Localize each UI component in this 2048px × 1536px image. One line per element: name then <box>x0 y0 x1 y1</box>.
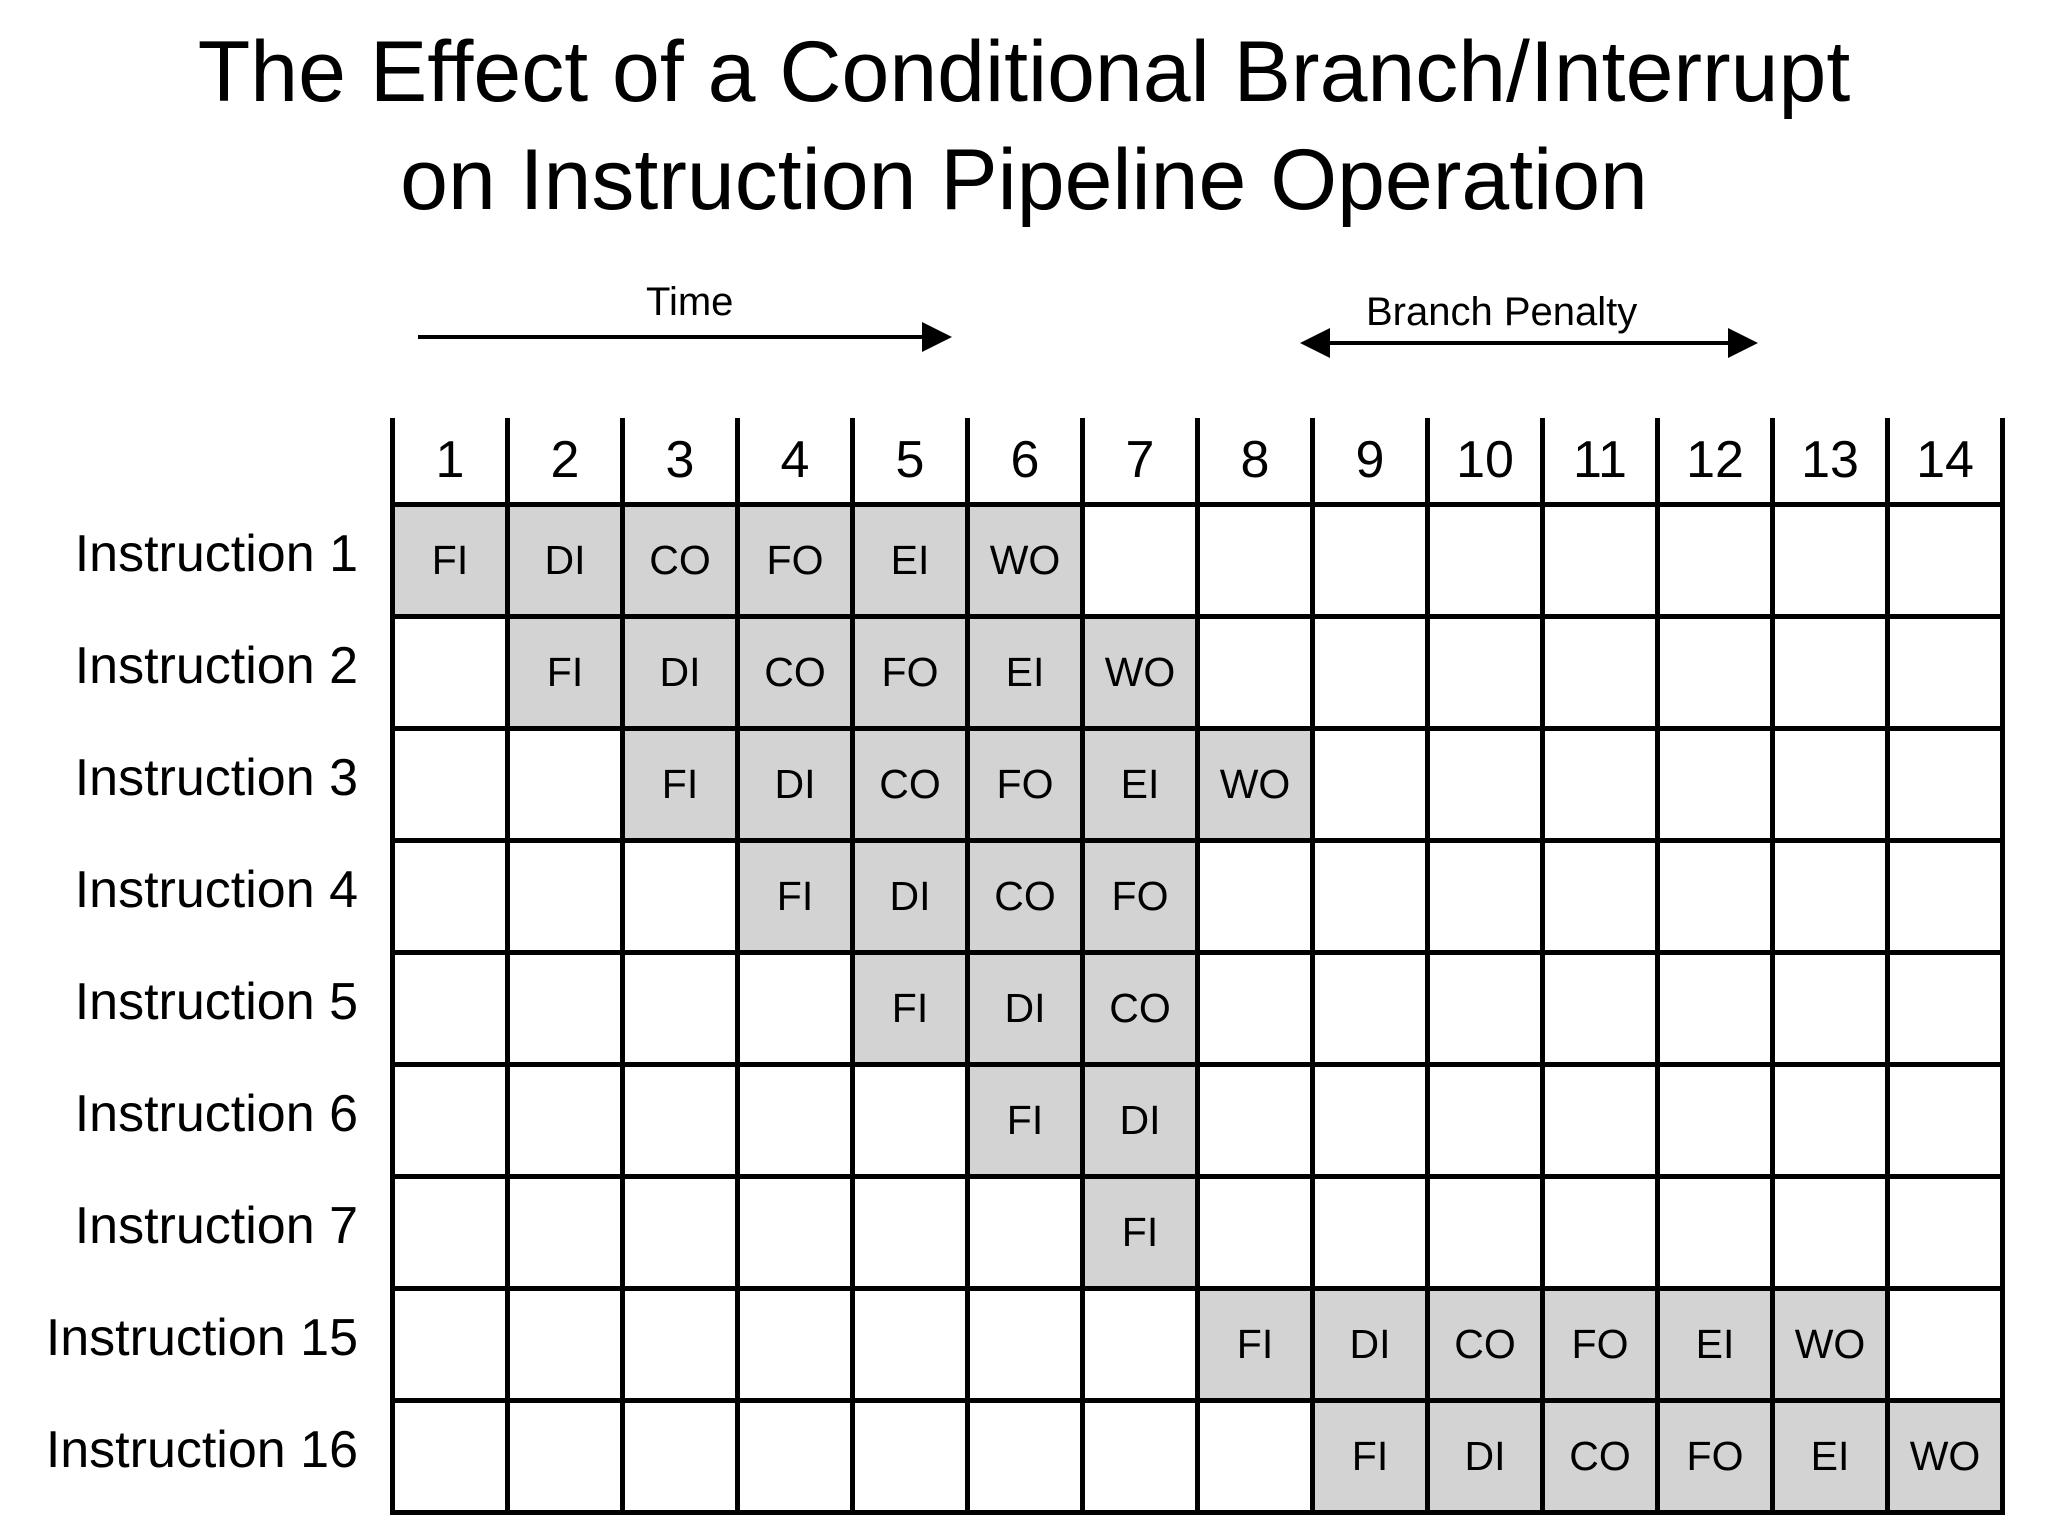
time-step-4: 4 <box>738 418 853 505</box>
empty-cell <box>1543 729 1658 841</box>
empty-cell <box>1888 1289 2003 1401</box>
stage-cell: FO <box>968 729 1083 841</box>
empty-cell <box>1543 1065 1658 1177</box>
stage-cell: EI <box>853 505 968 617</box>
stage-cell: EI <box>1083 729 1198 841</box>
stage-cell: DI <box>968 953 1083 1065</box>
empty-cell <box>1543 953 1658 1065</box>
empty-cell <box>623 1065 738 1177</box>
empty-cell <box>1313 953 1428 1065</box>
time-step-3: 3 <box>623 418 738 505</box>
stage-cell: DI <box>738 729 853 841</box>
empty-cell <box>738 1065 853 1177</box>
empty-cell <box>508 841 623 953</box>
time-step-7: 7 <box>1083 418 1198 505</box>
pipeline-grid <box>390 418 2005 1515</box>
stage-cell: CO <box>1083 953 1198 1065</box>
empty-cell <box>623 841 738 953</box>
empty-cell <box>1198 953 1313 1065</box>
empty-cell <box>508 1065 623 1177</box>
row-label: Instruction 15 <box>45 1309 358 1367</box>
stage-cell: WO <box>968 505 1083 617</box>
row-label: Instruction 4 <box>74 861 358 919</box>
empty-cell <box>393 841 508 953</box>
empty-cell <box>1198 505 1313 617</box>
stage-cell: WO <box>1198 729 1313 841</box>
empty-cell <box>508 1289 623 1401</box>
stage-cell: FO <box>1658 1401 1773 1513</box>
instruction-row <box>393 617 2003 729</box>
empty-cell <box>1888 1065 2003 1177</box>
stage-cell: DI <box>1083 1065 1198 1177</box>
empty-cell <box>393 617 508 729</box>
empty-cell <box>1428 1177 1543 1289</box>
instruction-row <box>393 1177 2003 1289</box>
empty-cell <box>1083 1401 1198 1513</box>
stage-cell: FI <box>1313 1401 1428 1513</box>
stage-cell: FI <box>1083 1177 1198 1289</box>
empty-cell <box>1773 1177 1888 1289</box>
empty-cell <box>393 1289 508 1401</box>
stage-cell: EI <box>968 617 1083 729</box>
empty-cell <box>1543 1177 1658 1289</box>
row-label: Instruction 3 <box>74 749 358 807</box>
empty-cell <box>1428 505 1543 617</box>
empty-cell <box>1773 841 1888 953</box>
empty-cell <box>968 1401 1083 1513</box>
branch-penalty-label: Branch Penalty <box>1366 290 1638 334</box>
empty-cell <box>1313 1065 1428 1177</box>
stage-cell: FI <box>393 505 508 617</box>
empty-cell <box>1773 729 1888 841</box>
time-step-13: 13 <box>1773 418 1888 505</box>
empty-cell <box>853 1289 968 1401</box>
empty-cell <box>1083 505 1198 617</box>
stage-cell: CO <box>1428 1289 1543 1401</box>
empty-cell <box>1773 953 1888 1065</box>
empty-cell <box>1428 841 1543 953</box>
stage-cell: WO <box>1888 1401 2003 1513</box>
empty-cell <box>393 1401 508 1513</box>
empty-cell <box>738 953 853 1065</box>
empty-cell <box>853 1177 968 1289</box>
stage-cell: DI <box>853 841 968 953</box>
stage-cell: DI <box>623 617 738 729</box>
empty-cell <box>1658 505 1773 617</box>
time-label: Time <box>646 280 734 324</box>
stage-cell: EI <box>1658 1289 1773 1401</box>
stage-cell: CO <box>738 617 853 729</box>
time-step-12: 12 <box>1658 418 1773 505</box>
axis-arrows <box>0 0 2048 400</box>
stage-cell: WO <box>1083 617 1198 729</box>
stage-cell: FI <box>853 953 968 1065</box>
stage-cell: CO <box>623 505 738 617</box>
empty-cell <box>1543 841 1658 953</box>
empty-cell <box>1658 953 1773 1065</box>
stage-cell: FO <box>1083 841 1198 953</box>
empty-cell <box>1313 617 1428 729</box>
time-step-9: 9 <box>1313 418 1428 505</box>
empty-cell <box>1428 1065 1543 1177</box>
stage-cell: DI <box>1428 1401 1543 1513</box>
empty-cell <box>968 1289 1083 1401</box>
title-line-2: on Instruction Pipeline Operation <box>400 132 1648 228</box>
empty-cell <box>738 1177 853 1289</box>
instruction-row <box>393 505 2003 617</box>
row-label: Instruction 1 <box>74 525 358 583</box>
time-step-header <box>393 418 2003 505</box>
empty-cell <box>1313 505 1428 617</box>
empty-cell <box>1658 841 1773 953</box>
instruction-row <box>393 1065 2003 1177</box>
row-label: Instruction 7 <box>74 1197 358 1255</box>
row-label: Instruction 2 <box>74 637 358 695</box>
empty-cell <box>1428 953 1543 1065</box>
empty-cell <box>1888 841 2003 953</box>
empty-cell <box>1083 1289 1198 1401</box>
stage-cell: FO <box>1543 1289 1658 1401</box>
empty-cell <box>1888 505 2003 617</box>
row-label: Instruction 5 <box>74 973 358 1031</box>
stage-cell: EI <box>1773 1401 1888 1513</box>
empty-cell <box>623 953 738 1065</box>
time-step-1: 1 <box>393 418 508 505</box>
time-step-2: 2 <box>508 418 623 505</box>
empty-cell <box>393 1065 508 1177</box>
empty-cell <box>1543 505 1658 617</box>
empty-cell <box>393 1177 508 1289</box>
empty-cell <box>393 729 508 841</box>
row-label: Instruction 6 <box>74 1085 358 1143</box>
empty-cell <box>1198 1401 1313 1513</box>
empty-cell <box>623 1401 738 1513</box>
time-step-10: 10 <box>1428 418 1543 505</box>
instruction-row <box>393 841 2003 953</box>
stage-cell: CO <box>853 729 968 841</box>
empty-cell <box>738 1289 853 1401</box>
empty-cell <box>1428 617 1543 729</box>
empty-cell <box>508 1401 623 1513</box>
empty-cell <box>508 1177 623 1289</box>
stage-cell: FO <box>738 505 853 617</box>
time-step-14: 14 <box>1888 418 2003 505</box>
empty-cell <box>968 1177 1083 1289</box>
stage-cell: DI <box>1313 1289 1428 1401</box>
instruction-row <box>393 729 2003 841</box>
empty-cell <box>623 1289 738 1401</box>
empty-cell <box>508 729 623 841</box>
empty-cell <box>1198 841 1313 953</box>
stage-cell: CO <box>968 841 1083 953</box>
empty-cell <box>1313 729 1428 841</box>
empty-cell <box>1543 617 1658 729</box>
stage-cell: DI <box>508 505 623 617</box>
empty-cell <box>1658 1177 1773 1289</box>
title-line-1: The Effect of a Conditional Branch/Interrupt <box>197 24 1851 120</box>
empty-cell <box>853 1065 968 1177</box>
empty-cell <box>1888 729 2003 841</box>
time-arrow <box>418 322 952 352</box>
empty-cell <box>1658 1065 1773 1177</box>
empty-cell <box>1428 729 1543 841</box>
empty-cell <box>1773 1065 1888 1177</box>
empty-cell <box>1313 841 1428 953</box>
time-step-5: 5 <box>853 418 968 505</box>
empty-cell <box>1888 953 2003 1065</box>
instruction-row <box>393 1401 2003 1513</box>
empty-cell <box>1313 1177 1428 1289</box>
time-step-6: 6 <box>968 418 1083 505</box>
time-step-11: 11 <box>1543 418 1658 505</box>
empty-cell <box>1888 617 2003 729</box>
empty-cell <box>393 953 508 1065</box>
row-label: Instruction 16 <box>45 1421 358 1479</box>
time-step-8: 8 <box>1198 418 1313 505</box>
empty-cell <box>508 953 623 1065</box>
instruction-row <box>393 953 2003 1065</box>
stage-cell: FI <box>623 729 738 841</box>
empty-cell <box>1888 1177 2003 1289</box>
empty-cell <box>738 1401 853 1513</box>
stage-cell: FI <box>508 617 623 729</box>
empty-cell <box>853 1401 968 1513</box>
empty-cell <box>1198 1065 1313 1177</box>
empty-cell <box>1773 617 1888 729</box>
empty-cell <box>1198 617 1313 729</box>
empty-cell <box>1658 729 1773 841</box>
empty-cell <box>1658 617 1773 729</box>
stage-cell: FI <box>1198 1289 1313 1401</box>
stage-cell: FO <box>853 617 968 729</box>
empty-cell <box>623 1177 738 1289</box>
stage-cell: WO <box>1773 1289 1888 1401</box>
empty-cell <box>1773 505 1888 617</box>
stage-cell: FI <box>738 841 853 953</box>
instruction-row <box>393 1289 2003 1401</box>
stage-cell: FI <box>968 1065 1083 1177</box>
empty-cell <box>1198 1177 1313 1289</box>
stage-cell: CO <box>1543 1401 1658 1513</box>
